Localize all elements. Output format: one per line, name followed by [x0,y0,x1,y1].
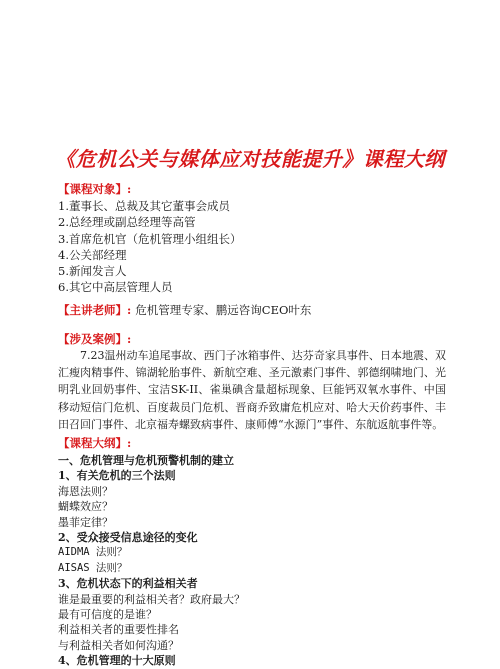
audience-list [58,198,241,296]
outline-point: 利益相关者的重要性排名 [58,623,179,637]
list-item: 4.公关部经理 [58,247,127,262]
list-item: 2.总经理或副总经理等高管 [58,215,196,230]
instructor-tag: 【主讲老师】: [58,303,132,317]
outline-point: 蝴蝶效应？ [58,500,113,514]
document-title: 《危机公关与媒体应对技能提升》课程大纲 [55,147,445,171]
audience-heading [58,181,131,197]
outline-point: AISAS 法则？ [58,561,128,574]
outline-heading [58,435,131,451]
outline-tag: 【课程大纲】: [58,436,132,450]
list-item: 3.首席危机官（危机管理小组组长） [58,231,242,246]
instructor-heading [58,302,311,318]
outline-section: 4、危机管理的十大原则 [58,654,176,668]
outline-point: 海恩法则？ [58,484,113,498]
outline-list [58,453,245,669]
outline-section: 3、危机状态下的利益相关者 [58,577,198,591]
outline-point: 与利益相关者如何沟通？ [58,638,179,652]
instructor-text: 危机管理专家、鹏远咨询CEO叶东 [135,303,312,317]
cases-heading [58,331,131,347]
outline-section: 2、受众接受信息途径的变化 [58,531,198,545]
cases-tag: 【涉及案例】: [58,332,132,346]
outline-chapter: 一、危机管理与危机预警机制的建立 [58,454,234,467]
list-item: 5.新闻发言人 [58,264,127,279]
list-item: 1.董事长、总裁及其它董事会成员 [58,199,230,213]
cases-paragraph: 7.23温州动车追尾事故、西门子冰箱事件、达芬奇家具事件、日本地震、双汇瘦肉精事件、锦湖轮胎事件、新航空难、圣元激素门事件、郭德纲啸地门、光明乳业回奶事件、宝洁SK-II、雀巢碘含量超标现象、巨能钙双氧水事件、中国移动短信门危机、百度裁员门危机、晋商乔致庸危机应对、哈大天价药事件、丰田召回门事件、北京福寿螺致病事件、康师傅“水源门”事件、东航返航事件等。 [58,349,446,431]
list-item: 6.其它中高层管理人员 [58,280,173,295]
outline-section: 1、有关危机的三个法则 [58,469,176,483]
outline-point: AIDMA 法则？ [58,546,128,559]
outline-point: 最有可信度的是谁？ [58,608,157,622]
audience-tag: 【课程对象】: [58,182,132,196]
outline-point: 谁是最重要的利益相关者？政府最大？ [58,592,245,606]
outline-point: 墨菲定律？ [58,515,113,529]
